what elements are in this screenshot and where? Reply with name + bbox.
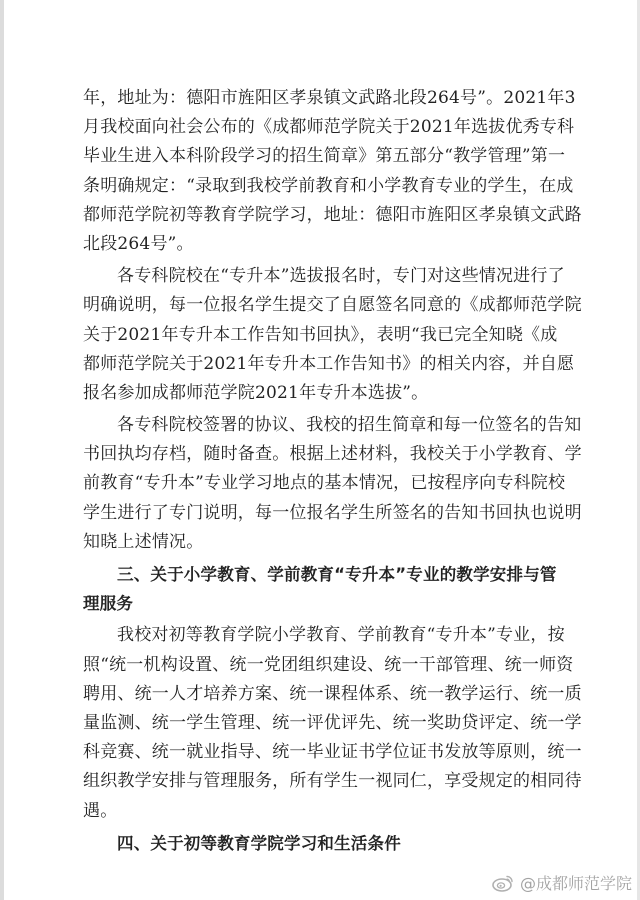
text-line: 科竞赛、统一就业指导、统一毕业证书学位证书发放等原则，统一 — [83, 742, 582, 763]
text-line: 报名参加成都师范学院2021年专升本选拔”。 — [83, 382, 429, 403]
paragraph-unified-management — [83, 621, 583, 825]
section-heading-4 — [83, 829, 583, 858]
heading-line: 四、关于初等教育学院学习和生活条件 — [117, 833, 401, 853]
text-line: 知晓上述情况。 — [83, 531, 204, 552]
weibo-icon — [492, 874, 514, 892]
text-line: 月我校面向社会公布的《成都师范学院关于2021年选拔优秀专科 — [83, 117, 575, 138]
text-line: 遇。 — [83, 800, 118, 821]
text-line: 聘用、统一人才培养方案、统一课程体系、统一教学运行、统一质 — [83, 683, 582, 704]
paragraph-registration-notice — [83, 262, 583, 408]
weibo-watermark — [492, 871, 632, 894]
document-body — [83, 84, 583, 858]
text-line: 毕业生进入本科阶段学习的招生简章》第五部分“教学管理”第一 — [83, 146, 566, 167]
paragraph-address-continuation — [83, 84, 583, 259]
text-line: 前教育“专升本”专业学习地点的基本情况，已按程序向专科院校 — [83, 473, 566, 494]
section-heading-3 — [83, 560, 583, 618]
text-line: 各专科院校在“专升本”选拔报名时，专门对这些情况进行了 — [117, 266, 565, 287]
text-line: 关于2021年专升本工作告知书回执》，表明“我已完全知晓《成 — [83, 324, 558, 345]
text-line: 北段264号”。 — [83, 233, 194, 254]
paragraph-archived-records — [83, 411, 583, 557]
text-line: 量监测、统一学生管理、统一评优评先、统一奖助贷评定、统一学 — [83, 712, 582, 733]
text-line: 都师范学院初等教育学院学习，地址：德阳市旌阳区孝泉镇文武路 — [83, 204, 582, 225]
heading-line: 三、关于小学教育、学前教育“专升本”专业的教学安排与管 — [117, 565, 557, 584]
text-line: 都师范学院关于2021年专升本工作告知书》的相关内容，并自愿 — [83, 353, 575, 374]
text-line: 我校对初等教育学院小学教育、学前教育“专升本”专业，按 — [117, 625, 565, 646]
text-line: 各专科院校签署的协议、我校的招生简章和每一位签名的告知 — [117, 415, 582, 436]
text-line: 学生进行了专门说明，每一位报名学生所签名的告知书回执也说明 — [83, 502, 582, 523]
text-line: 组织教学安排与管理服务，所有学生一视同仁，享受规定的相同待 — [83, 771, 582, 792]
text-line: 年，地址为：德阳市旌阳区孝泉镇文武路北段264号”。2021年3 — [83, 88, 576, 108]
scan-left-edge — [0, 0, 4, 900]
text-line: 书回执均存档，随时备查。根据上述材料，我校关于小学教育、学 — [83, 444, 582, 465]
watermark-text: @成都师范学院 — [519, 874, 632, 893]
text-line: 明确说明，每一位报名学生提交了自愿签名同意的《成都师范学院 — [83, 295, 582, 316]
heading-line: 理服务 — [83, 594, 134, 614]
text-line: 条明确规定：“录取到我校学前教育和小学教育专业的学生，在成 — [83, 175, 574, 196]
text-line: 照“统一机构设置、统一党团组织建设、统一干部管理、统一师资 — [83, 654, 574, 675]
